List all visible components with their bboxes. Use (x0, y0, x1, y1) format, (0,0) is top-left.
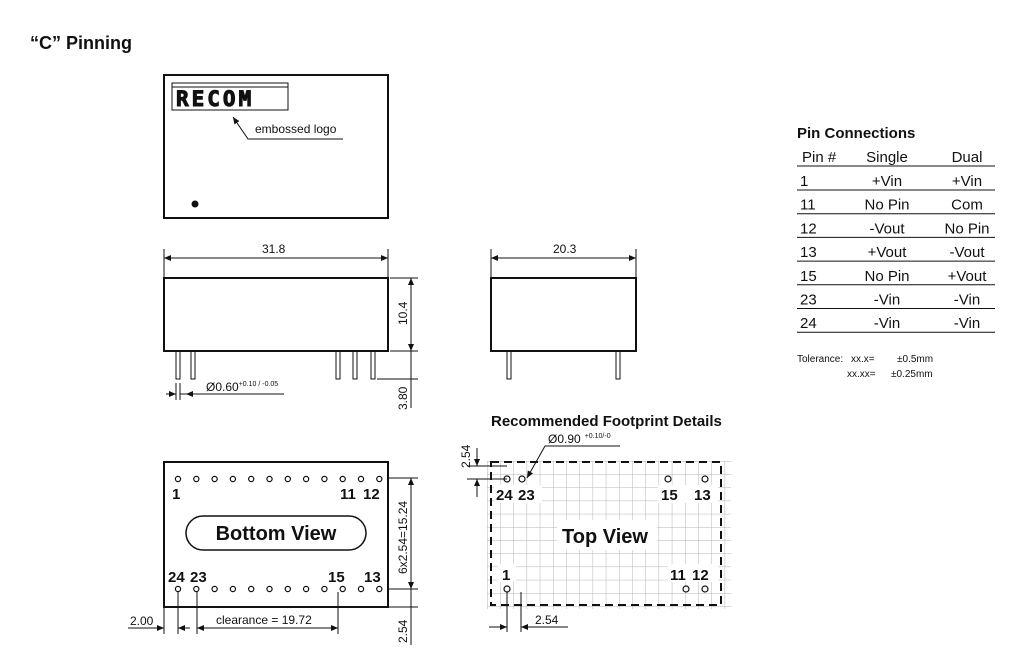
pin-hole (322, 586, 327, 591)
fp-pin-12: 12 (692, 567, 709, 584)
dim-edge-offset: 2.00 (130, 614, 154, 628)
bottom-pin-15: 15 (328, 569, 345, 586)
pin-hole (377, 476, 382, 481)
table-body (797, 173, 995, 332)
pin-hole (340, 476, 345, 481)
table-cell: -Vin (873, 315, 901, 333)
table-header (797, 149, 995, 166)
bottom-pin-23: 23 (190, 569, 207, 586)
dim-pin-span: 6x2.54=15.24 (396, 500, 410, 574)
svg-text:Ø0.60+0.10 / -0.05 (206, 380, 278, 394)
footprint-hole (519, 476, 525, 482)
pin-hole (285, 586, 290, 591)
dim-height: 10.4 (396, 301, 410, 325)
bottom-pin-1: 1 (172, 486, 181, 503)
table-cell: 1 (800, 173, 809, 190)
tolerance-line1-value: ±0.5mm (897, 354, 934, 365)
bottom-view-label: Bottom View (215, 523, 337, 545)
svg-text:RECOM: RECOM (176, 87, 255, 111)
end-view-package (491, 242, 636, 379)
side-pins (176, 351, 375, 379)
table-cell: 13 (800, 244, 817, 262)
table-cell: 11 (800, 196, 816, 214)
table-cell: -Vout (949, 244, 985, 262)
pin-hole (358, 476, 363, 481)
recom-logo (172, 83, 288, 111)
footprint-hole (683, 586, 689, 592)
dim-pin-length: 3.80 (396, 386, 410, 410)
top-view-package (164, 75, 388, 218)
fp-pitch-horizontal: 2.54 (535, 613, 559, 627)
tolerance-note (797, 354, 933, 380)
table-cell: 12 (800, 220, 817, 238)
bottom-pin-12: 12 (363, 486, 380, 503)
table-cell: No Pin (944, 220, 990, 238)
footprint-hole (702, 586, 708, 592)
table-cell: No Pin (864, 267, 910, 285)
dim-length: 31.8 (262, 242, 286, 256)
fp-hole-tolerance: +0.10/-0 (584, 433, 611, 440)
page-title: “C” Pinning (30, 33, 132, 53)
dim-bottom-offset: 2.54 (396, 619, 410, 643)
dim-pin-diameter: Ø0.60 (206, 380, 239, 394)
dim-width: 20.3 (553, 242, 577, 256)
fp-pin-15: 15 (661, 487, 678, 504)
table-header-cell: Pin # (802, 149, 837, 166)
pin-hole (175, 586, 180, 591)
table-cell: -Vin (873, 291, 901, 309)
table-header-cell: Single (866, 149, 908, 166)
table-row (797, 292, 995, 309)
table-row (797, 268, 995, 285)
fp-pin-24: 24 (496, 487, 513, 504)
table-cell: -Vout (869, 220, 905, 238)
side-view-package (164, 242, 418, 410)
table-cell: -Vin (953, 315, 981, 333)
pin1-marker (192, 201, 199, 208)
table-cell: +Vin (951, 173, 983, 190)
pin-hole (267, 586, 272, 591)
pin-hole (212, 586, 217, 591)
fp-pin-13: 13 (694, 487, 711, 504)
tolerance-line2-key: xx.xx= (847, 369, 876, 380)
pin-hole (304, 476, 309, 481)
fp-pin-11: 11 (670, 567, 686, 584)
footprint-top-view-label: Top View (562, 526, 648, 548)
fp-pin-23: 23 (518, 487, 535, 504)
footprint-hole (702, 476, 708, 482)
table-header-cell: Dual (951, 149, 983, 166)
table-cell: Com (951, 196, 983, 214)
pin-hole (377, 586, 382, 591)
footprint-title: Recommended Footprint Details (491, 413, 722, 430)
footprint-hole (504, 586, 510, 592)
pin-hole (194, 476, 199, 481)
pin-hole (230, 586, 235, 591)
footprint-drawing (459, 413, 731, 632)
pin-hole (230, 476, 235, 481)
pin-connections-table (797, 125, 995, 332)
fp-pin-1: 1 (502, 567, 511, 584)
footprint-hole (665, 476, 671, 482)
table-row (797, 244, 995, 261)
pin-hole (194, 586, 199, 591)
dim-pin-diameter-tolerance: +0.10 / -0.05 (238, 381, 279, 388)
fp-pitch-vertical: 2.54 (459, 444, 473, 468)
table-row (797, 173, 995, 190)
table-cell: 24 (800, 315, 817, 333)
pin-hole (212, 476, 217, 481)
pin-hole (249, 476, 254, 481)
table-cell: 23 (800, 291, 817, 309)
pin-hole (175, 476, 180, 481)
table-cell: No Pin (864, 196, 910, 214)
bottom-pin-11: 11 (340, 486, 356, 503)
table-row (797, 220, 995, 237)
pin-hole (340, 586, 345, 591)
pin-hole (267, 476, 272, 481)
table-cell: +Vin (871, 173, 903, 190)
table-row (797, 315, 995, 332)
table-cell: -Vin (953, 291, 981, 309)
pin-hole (304, 586, 309, 591)
pin-hole (322, 476, 327, 481)
table-cell: 15 (800, 267, 817, 285)
tolerance-line2-value: ±0.25mm (891, 369, 933, 380)
bottom-view-package (128, 462, 418, 645)
pin-connections-title: Pin Connections (797, 125, 916, 142)
logo-callout: embossed logo (255, 122, 337, 136)
table-row (797, 197, 995, 214)
pin-hole (358, 586, 363, 591)
dim-clearance: clearance = 19.72 (216, 613, 312, 627)
table-cell: +Vout (947, 267, 987, 285)
tolerance-label: Tolerance: (797, 354, 844, 365)
svg-text:Ø0.90+0.10/-0 (548, 432, 611, 446)
pin-hole (285, 476, 290, 481)
fp-hole-diameter: Ø0.90 (548, 432, 581, 446)
tolerance-line1-key: xx.x= (851, 354, 875, 365)
bottom-pin-24: 24 (168, 569, 185, 586)
table-cell: +Vout (867, 244, 907, 262)
pin-hole (249, 586, 254, 591)
bottom-pin-13: 13 (364, 569, 381, 586)
